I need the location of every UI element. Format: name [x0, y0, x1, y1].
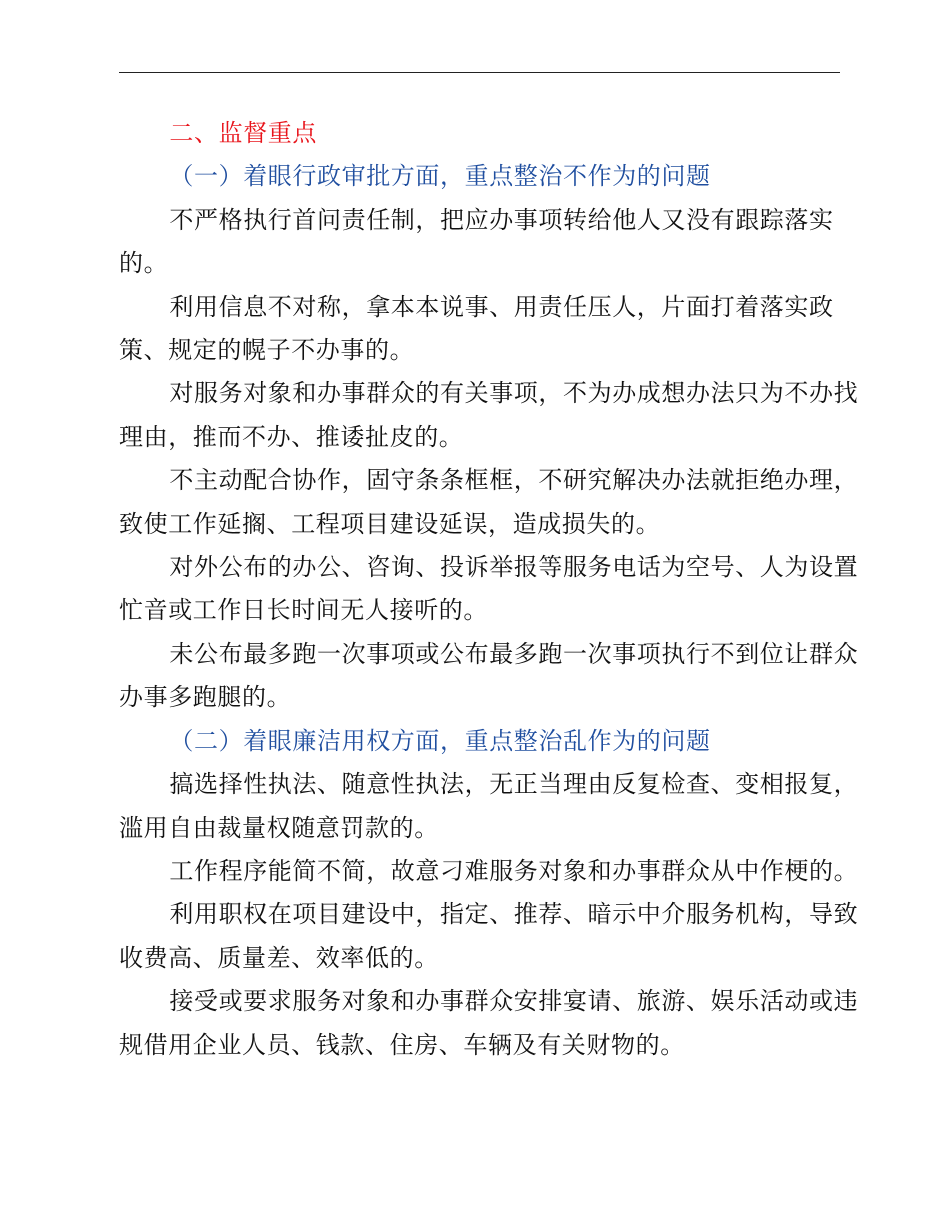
paragraph: 工作程序能简不简，故意刁难服务对象和办事群众从中作梗的。: [169, 856, 859, 885]
paragraph: 接受或要求服务对象和办事群众安排宴请、旅游、娱乐活动或违规借用企业人员、钱款、住房、车辆及有关财物的。: [119, 987, 859, 1059]
paragraph: 不严格执行首问责任制，把应办事项转给他人又没有跟踪落实的。: [119, 205, 834, 278]
paragraph: 利用信息不对称，拿本本说事、用责任压人，片面打着落实政策、规定的幌子不办事的。: [119, 292, 834, 365]
paragraph: 不主动配合协作，固守条条框框，不研究解决办法就拒绝办理，致使工作延搁、工程项目建设延误，造成损失的。: [119, 466, 859, 538]
header-rule: [119, 72, 840, 73]
paragraph: 利用职权在项目建设中，指定、推荐、暗示中介服务机构，导致收费高、质量差、效率低的。: [119, 900, 859, 972]
paragraph: 对服务对象和办事群众的有关事项，不为办成想办法只为不办找理由，推而不办、推诿扯皮的。: [119, 379, 859, 451]
paragraph: 搞选择性执法、随意性执法，无正当理由反复检查、变相报复，滥用自由裁量权随意罚款的。: [119, 770, 859, 842]
subsection-heading-2: （二）着眼廉洁用权方面，重点整治乱作为的问题: [169, 726, 711, 755]
section-heading: 二、监督重点: [169, 119, 317, 147]
paragraph: 未公布最多跑一次事项或公布最多跑一次事项执行不到位让群众办事多跑腿的。: [119, 639, 859, 712]
document-body: [119, 112, 863, 1067]
subsection-heading-1: （一）着眼行政审批方面，重点整治不作为的问题: [169, 162, 711, 191]
paragraph: 对外公布的办公、咨询、投诉举报等服务电话为空号、人为设置忙音或工作日长时间无人接听的。: [119, 553, 859, 625]
